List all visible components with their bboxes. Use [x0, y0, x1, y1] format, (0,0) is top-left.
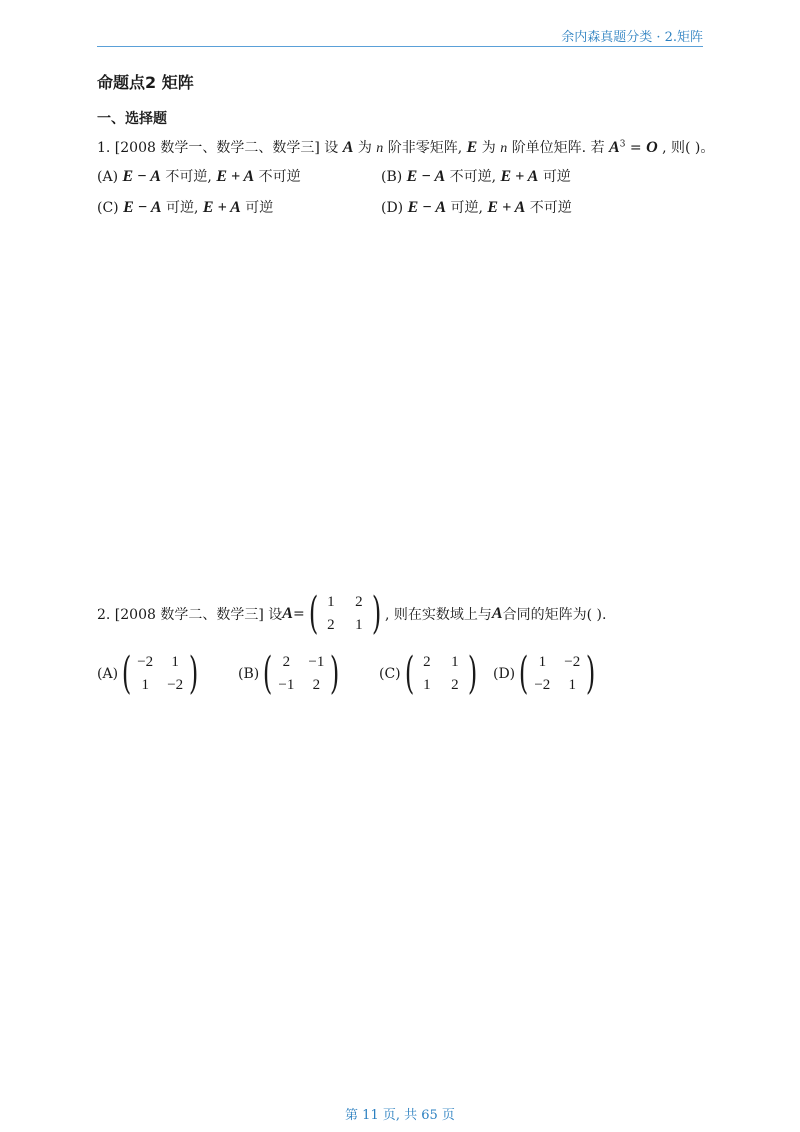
q1-option-d[interactable] — [381, 197, 572, 217]
question-1-stem — [97, 137, 714, 157]
right-paren: ) — [467, 648, 478, 699]
matrix-entry: −1 — [278, 677, 295, 693]
matrix-entry: 2 — [327, 617, 335, 633]
option-expr: E + A — [216, 168, 255, 185]
section-title: 命题点2 矩阵 — [97, 73, 194, 92]
option-text: 不可逆 — [529, 200, 572, 216]
q1-suffix: , 则( )。 — [662, 140, 715, 156]
option-text: 可逆, — [166, 200, 199, 216]
option-matrix — [401, 648, 481, 699]
q1-option-c[interactable] — [97, 197, 273, 217]
matrix-entry: 1 — [538, 654, 547, 670]
q2-suffix: 合同的矩阵为( ). — [502, 607, 607, 623]
option-text: 不可逆 — [258, 169, 301, 185]
matrix-entry: 1 — [423, 677, 431, 693]
q1-equals: = — [625, 140, 647, 156]
matrix-entry: 1 — [451, 654, 459, 670]
option-label: (C) — [379, 666, 401, 682]
q2-option-c[interactable] — [379, 648, 481, 699]
q1-matrix-a-cubed: A — [609, 139, 620, 156]
q2-matrix-a: A — [282, 605, 293, 622]
matrix-entry: −2 — [564, 654, 581, 670]
q2-option-d[interactable] — [493, 648, 599, 699]
option-expr: E − A — [123, 199, 162, 216]
matrix-entry: 2 — [312, 677, 321, 693]
q2-equals: = — [292, 606, 305, 622]
left-paren: ( — [263, 648, 273, 699]
option-expr: E − A — [406, 168, 446, 185]
q1-option-a[interactable] — [97, 166, 301, 186]
q2-mid: , 则在实数域上与 — [385, 607, 492, 623]
q1-matrix-e: E — [466, 139, 478, 156]
matrix-entry: −2 — [167, 677, 184, 693]
matrix-entry: −2 — [534, 677, 551, 693]
page-footer: 第 11 页, 共 65 页 — [345, 1108, 455, 1123]
option-expr: E + A — [487, 199, 526, 216]
q2-prefix: 2. [2008 数学二、数学三] 设 — [97, 607, 283, 623]
matrix-entry: −2 — [137, 654, 154, 670]
q2-matrix-a-ref: A — [491, 605, 503, 622]
option-label: (A) — [97, 169, 119, 185]
q1-text-4: 阶单位矩阵. 若 — [511, 140, 605, 156]
right-paren: ) — [189, 648, 199, 699]
option-text: 不可逆, — [449, 169, 497, 185]
matrix-entry: 2 — [282, 654, 291, 670]
option-matrix — [515, 648, 599, 699]
q1-n-1: n — [376, 141, 384, 156]
option-expr: E − A — [122, 168, 161, 185]
matrix-entry: 1 — [568, 677, 577, 693]
matrix-entry: 1 — [355, 617, 363, 633]
q1-matrix-a: A — [342, 139, 354, 156]
option-label: (B) — [381, 169, 403, 185]
option-label: (D) — [493, 666, 516, 682]
right-paren: ) — [330, 648, 340, 699]
option-text: 不可逆, — [165, 169, 212, 185]
matrix-entry: 2 — [451, 677, 459, 693]
matrix-entry: 2 — [423, 654, 431, 670]
matrix-entry: −1 — [308, 654, 325, 670]
option-label: (C) — [97, 200, 119, 216]
option-matrix — [118, 648, 202, 699]
matrix-entry: 2 — [355, 594, 363, 610]
matrix-entry: 1 — [171, 654, 179, 670]
q1-exponent: 3 — [619, 139, 626, 150]
header-title: 余内森真题分类 · 2.矩阵 — [561, 30, 703, 45]
q1-text-3: 为 — [481, 140, 496, 156]
q1-prefix: 1. [2008 数学一、数学二、数学三] 设 — [97, 140, 339, 156]
option-text: 可逆, — [450, 200, 483, 216]
option-label: (B) — [238, 666, 260, 682]
q2-matrix — [305, 588, 385, 639]
subsection-title: 一、选择题 — [97, 111, 167, 127]
q1-n-2: n — [500, 141, 508, 156]
matrix-entry: 1 — [141, 677, 149, 693]
q1-zero-matrix: O — [646, 139, 658, 156]
left-paren: ( — [404, 648, 414, 699]
left-paren: ( — [308, 588, 318, 639]
q2-option-a[interactable] — [97, 648, 202, 699]
option-text: 可逆 — [245, 200, 274, 216]
option-matrix — [259, 648, 343, 699]
option-expr: E − A — [407, 199, 447, 216]
right-paren: ) — [371, 588, 382, 639]
q1-option-b[interactable] — [381, 166, 571, 186]
left-paren: ( — [121, 648, 132, 699]
header-rule — [97, 46, 703, 47]
right-paren: ) — [586, 648, 596, 699]
option-expr: E + A — [500, 168, 539, 185]
q1-text-1: 为 — [357, 140, 372, 156]
option-label: (A) — [97, 666, 119, 682]
left-paren: ( — [519, 648, 529, 699]
q1-text-2: 阶非零矩阵, — [387, 140, 463, 156]
question-2-stem — [97, 588, 607, 639]
option-text: 可逆 — [542, 169, 571, 185]
option-expr: E + A — [202, 199, 241, 216]
option-label: (D) — [381, 200, 404, 216]
q2-option-b[interactable] — [238, 648, 344, 699]
matrix-entry: 1 — [327, 594, 335, 610]
